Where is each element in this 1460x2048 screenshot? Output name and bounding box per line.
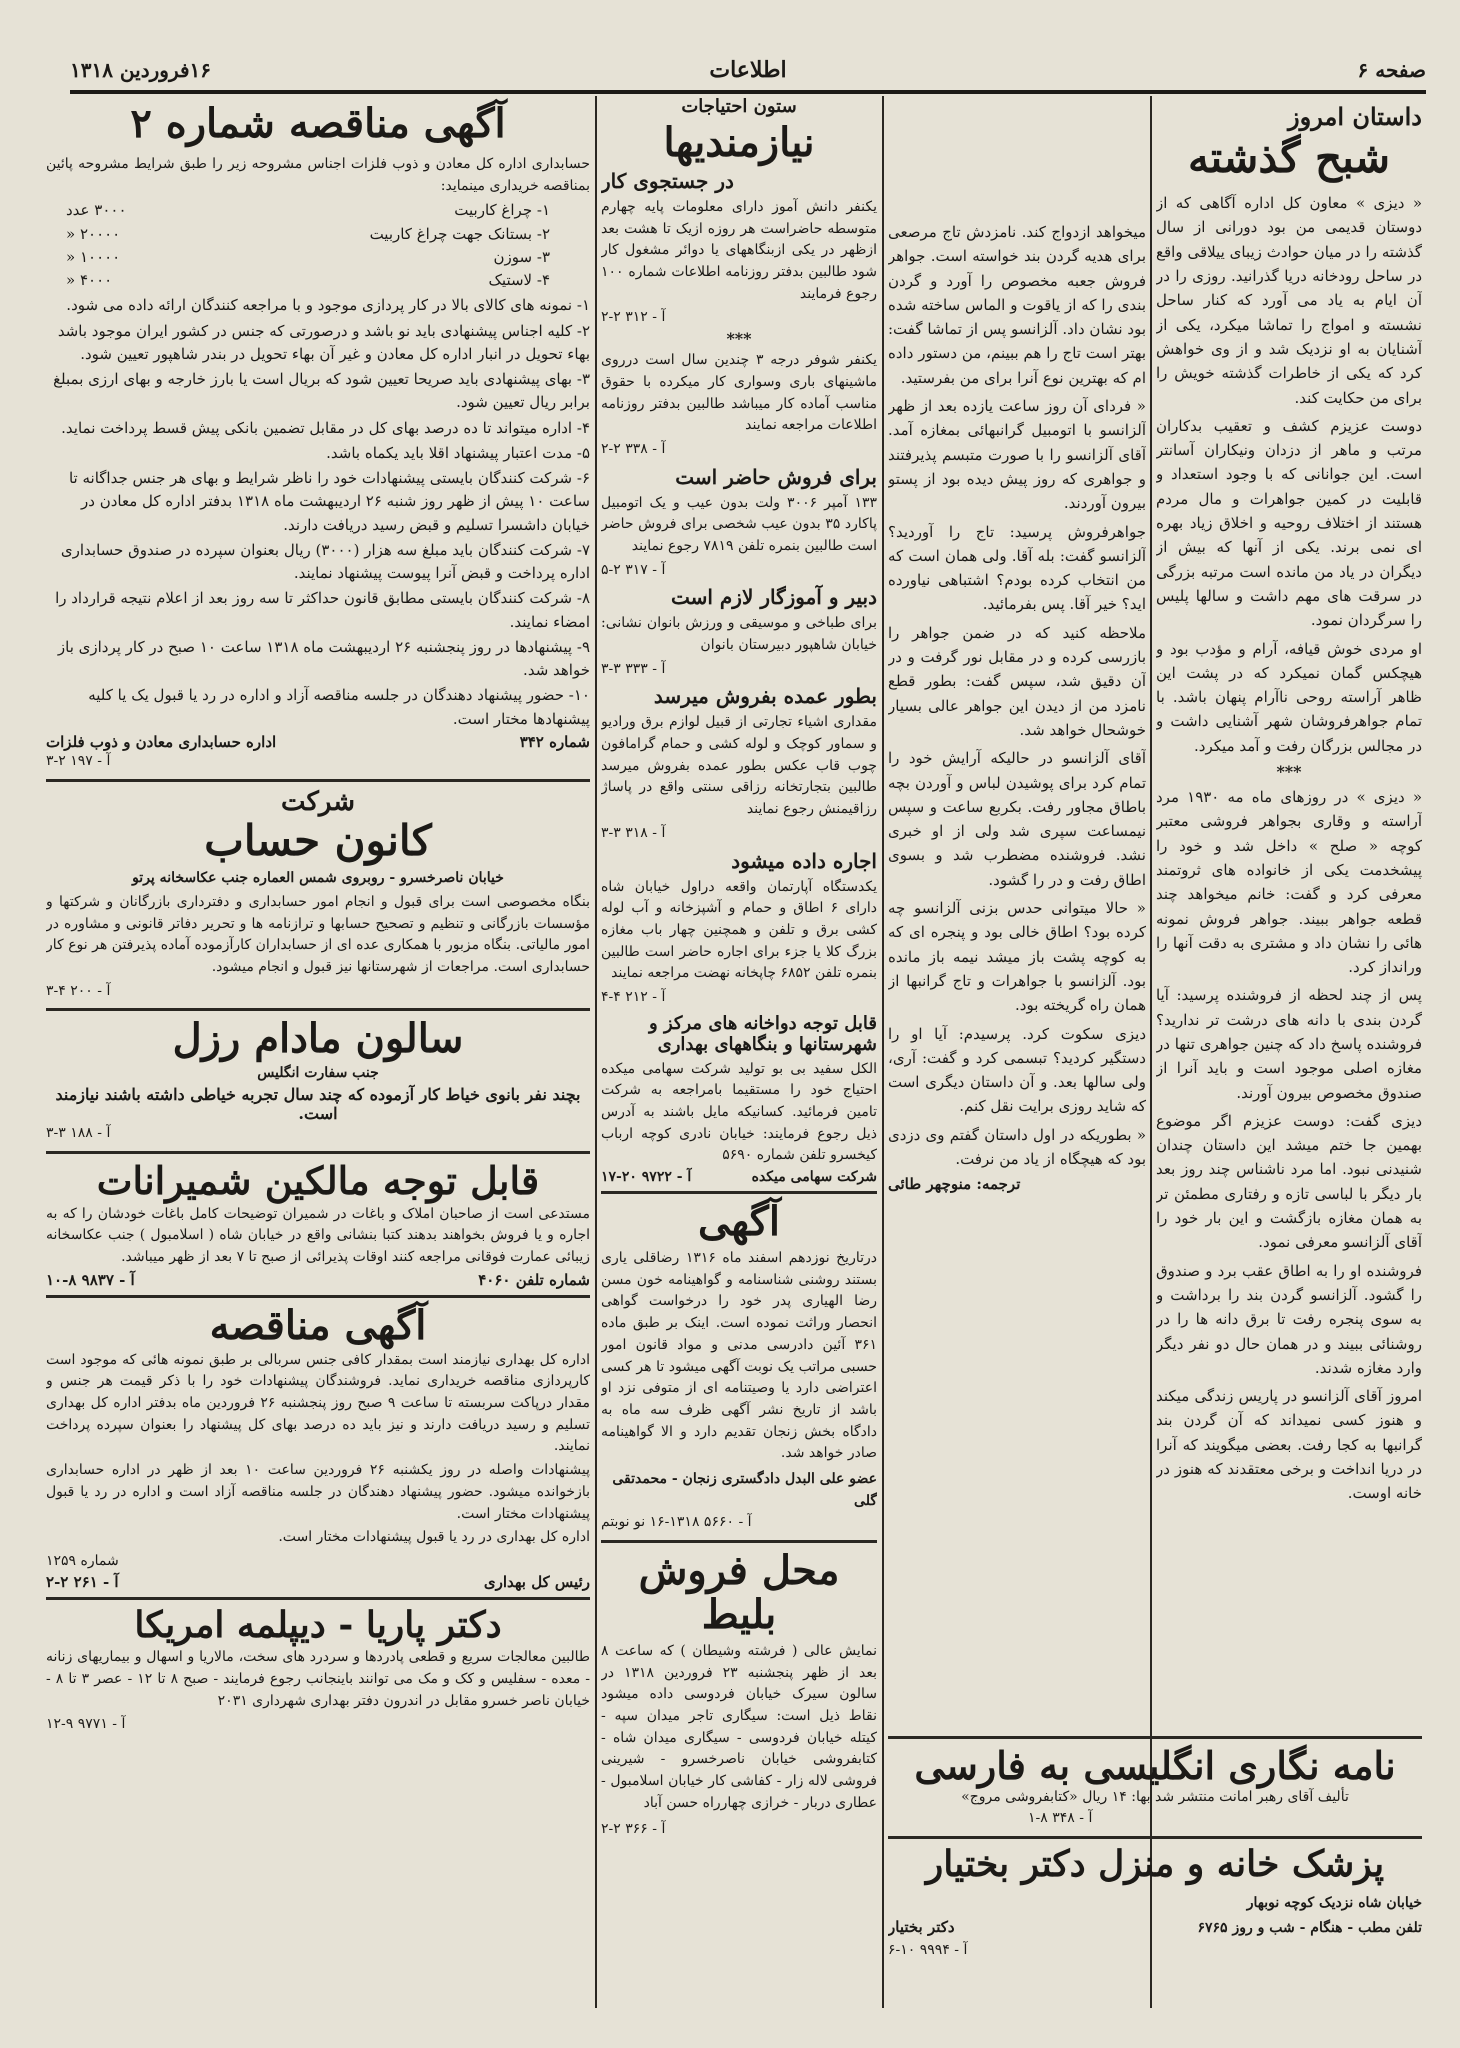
page-number: صفحه ۶ — [1357, 58, 1426, 82]
tender-body-3: اداره کل بهداری در رد یا قبول پیشنهادات مختار است. — [278, 1529, 590, 1546]
salon-body: بچند نفر بانوی خیاط کار آزموده که چند سال تجربه خیاطی داشته باشند نیازمند است. — [55, 1085, 581, 1124]
tender-body-2: پیشنهادات واصله در روز یکشنبه ۲۶ فروردین ساعت ۱۰ بعد از ظهر در اداره حسابداری بازخوانده میشود. حضور پیشنهاد دهندگان در جلسه مناقصه آزاد است و اداره در رد یا قبول پیشنهادات مختار است. — [46, 1462, 590, 1522]
tender2-term: ۲- کلیه اجناس پیشنهادی باید نو باشد و درصورتی که جنس در کشور ایران موجود باشد بهاء تحویل در انبار اداره کل معادن و غیر آن بهاء تحویل در بندر شاهپور تعیین شود. — [57, 321, 590, 363]
tickets-title: محل فروش بلیط — [638, 1547, 840, 1638]
tender-body: اداره کل بهداری نیازمند است بمقدار کافی جنس سربالی بر طبق نمونه هائی که موجود است کارپردازی مناقصه خریداری نماید. فروشندگان پیشنهادات خود را با ذکر قیمت هر جنس و مقدار درپاکت سربسته تا ساعت ۹ صبح روز پنجشنبه ۲۶ فروردین ماه بدفتر اداره کل بهداری تسلیم و رسید دریافت دارند و نیز باید ده درصد بهای کل پیشنهاد را بعنوان سپرده پرداخت نمایند. — [46, 1351, 590, 1455]
section-heading: اجاره داده میشود — [731, 848, 877, 873]
classified-ad: مقداری اشیاء تجارتی از قبیل لوازم برق ورادیو و سماور کوچک و لوله کشی و حمام گرامافون چوب قاب عکس بطور عمده بفروش میرسد طالبین بتجارتخانه رزاقی سنتی واقع در پاساژ رزاقیمنش رجوع نمایند — [601, 714, 877, 818]
ad-code: آ - ۲۱۲ ۴-۴ — [601, 988, 666, 1005]
tender2-item: ۳- سوزن ۱۰۰۰۰ « — [66, 247, 550, 266]
classified-ad: یکدستگاه آپارتمان واقعه دراول خیابان شاه دارای ۶ اطاق و حمام و آشپزخانه و آب لوله کشی برق و تلفن و همچنین چهار باب مغازه بزرگ کلا یا جزء برای اجاره حاضر است طالبین بنمره تلفن ۶۸۵۲ چاپخانه نهضت مراجعه نمایند — [601, 878, 877, 982]
classified-ad: برای طباخی و موسیقی و ورزش بانوان نشانی: خیابان شاهپور دبیرستان بانوان — [601, 615, 877, 653]
tender2-number: شماره ۳۴۲ — [519, 732, 590, 751]
masthead-rule — [70, 90, 1426, 94]
clinic-title: پزشک خانه و منزل دکتر بختیار — [925, 1843, 1385, 1886]
column-divider — [595, 96, 597, 2008]
tender-number: شماره ۱۲۵۹ — [46, 1552, 119, 1569]
story-kicker: داستان امروز — [1288, 102, 1422, 131]
story-paragraph: آقای آلزانسو در حالیکه آرایش خود را تمام کرد برای پوشیدن لباس و آوردن بچه باطاق مجاور رفت. بکربع ساعت و سپس نیمساعت سپری شد ولی از او خبری نشد. فروشنده مضطرب شد و بسوی اطاق رفت و در را گشود. — [888, 749, 1146, 889]
classified-ad: یکنفر شوفر درجه ۳ چندین سال است درروی ماشینهای باری وسواری کار میکرده با حقوق مناسب آماده کار میباشد طالبین بدفتر روزنامه اطلاعات مراجعه نمایند — [601, 352, 877, 434]
column-divider — [1150, 96, 1152, 2008]
ad-code: آ - ۳۳۸ ۲-۲ — [601, 440, 666, 457]
company-address: خیابان ناصرخسرو - روبروی شمس العماره جنب عکاسخانه پرتو — [132, 870, 504, 887]
tender2-term: ۹- پیشنهادها در روز پنجشنبه ۲۶ اردیبهشت ماه ۱۳۱۸ ساعت ۱۰ صبح در کار پردازی باز خواهد شد. — [57, 637, 590, 680]
ad-code: آ - ۳۱۲ ۲-۲ — [601, 309, 666, 326]
ad-code: آ - ۳۱۸ ۳-۳ — [601, 824, 666, 841]
company-body: بنگاه مخصوصی است برای قبول و انجام امور حسابداری و دفترداری بازرگانان و شرکتها و مؤسسات بازرگانی و تنظیم و تصحیح حسابها و ترازنامه ها و تحریر دفاتر قانونی و مشاوره در امور مالیاتی. بنگاه مزبور با همکاری عده ای از حسابداران کارآزموده آماده پذیرفتن هر نوع کار حسابداری است. مراجعات از شهرستانها نیز قبول و انجام میشود. — [46, 894, 590, 976]
owners-title: قابل توجه مالکین شمیرانات — [96, 1157, 540, 1203]
tender2-title: آگهی مناقصه شماره ۲ — [130, 100, 506, 147]
section-heading: برای فروش حاضر است — [675, 464, 877, 489]
story-author: ترجمه: منوچهر طائی — [888, 1175, 1021, 1194]
section-heading: بطور عمده بفروش میرسد — [653, 684, 877, 709]
left-column — [46, 96, 590, 2046]
classified-ad: یکنفر دانش آموز دارای معلومات پایه چهارم متوسطه حاضراست هر روزه ازیک تا هشت بعد ازظهر در یکی ازبنگاههای یا دوائر مشغول کار شود طالبین بدفتر روزنامه اطلاعات شماره ۱۰۰ رجوع فرمایند — [601, 199, 877, 302]
book-title: نامه نگاری انگلیسی به فارسی — [914, 1743, 1396, 1788]
tender2-term: ۱۰- حضور پیشنهاد دهندگان در جلسه مناقصه آزاد و اداره در رد یا قبول یک یا کلیه پیشنهادها مختار است. — [88, 686, 590, 728]
notice-body: درتاریخ نوزدهم اسفند ماه ۱۳۱۶ رضاقلی یاری بستند روشنی شناسنامه و گواهینامه خون مسن رضا الهیاری پدر خود را درخواست گواهی انحصار وراثت نموده است. اینک بر طبق ماده ۳۶۱ آئین دادرسی مدنی و مواد قانون امور حسبی مراتب یک نوبت آگهی میشود تا هر کسی اعتراضی دارد یا وصیتنامه ای از متوفی نزد او باشد از تاریخ نشر آگهی ظرف سه ماه به دادگاه بخش زنجان تقدیم دارد و الا گواهینامه صادر خواهد شد. — [601, 1250, 877, 1462]
tender2-term: ۷- شرکت کنندگان باید مبلغ سه هزار (۳۰۰۰) ریال بعنوان سپرده در صندوق حسابداری اداره پرداخت و قبض آنرا پیوست پیشنهاد نمایند. — [60, 540, 590, 583]
story-paragraph: میخواهد ازدواج کند. نامزدش تاج مرصعی برای هدیه گردن بند خواسته است. جواهر فروش جعبه مخصوص را آورد و گردن بندی را که از یاقوت و الماس ساخته شده بود نشان داد. آلزانسو پس از تماشا گفت: بهتر است تاج را هم ببینم، من دستور داده ام که بهترین نوع آنرا برای من بفرستید. — [888, 223, 1146, 387]
tender2-sign: اداره حسابداری معادن و ذوب فلزات — [46, 732, 277, 751]
ad-code: آ - ۳۳۳ ۳-۳ — [601, 660, 666, 677]
story-title: شبح گذشته — [1187, 133, 1391, 182]
story-paragraph: « بطوریکه در اول داستان گفتم وی دزدی بود که هیچگاه از یاد من نرفت. — [888, 1125, 1146, 1168]
tender-sign: رئیس کل بهداری — [483, 1572, 590, 1591]
classifieds-column: ستون احتیاجات نیازمندیها در جستجوی کار یکنفر دانش آموز دارای معلومات پایه چهارم متوسطه حاضراست هر روزه ازیک تا هشت بعد ازظهر در یکی ازبنگاههای یا دوائر مشغول کار شود طالبین بدفتر روزنامه اطلاعات شماره ۱۰۰ رجوع فرمایند آ - ۳۱۲ ۲-۲ *** یکنفر شوفر درجه ۳ چندین سال است درروی ماشینهای باری وسواری کار میکرده با حقوق مناسب آماده کار میباشد طالبین بدفتر روزنامه اطلاعات مراجعه نمایند آ - ۳۳۸ ۲-۲ برای فروش حاضر است ۱۳۳ آمپر ۳۰۰۶ ولت بدون عیب و یک اتومبیل پاکارد ۳۵ بدون عیب شخصی برای فروش حاضر است طالبین بنمره تلفن ۷۸۱۹ رجوع نمایند آ - ۳۱۷ ۲-۵ دبیر و آموزگار لازم است برای طباخی و موسیقی و ورزش بانوان نشانی: خیابان شاهپور دبیرستان بانوان آ - ۳۳۳ ۳-۳ بطور عمده بفروش میرسد مقداری اشیاء تجارتی از قبیل لوازم برق ورادیو و سماور کوچک و لوله کشی و حمام گرامافون چوب قاب عکس بطور عمده بفروش میرسد طالبین بتجارتخانه رزاقی سنتی واقع در پاساژ رزاقیمنش رجوع نمایند آ - ۳۱۸ ۳-۳ اجاره داده میشود یکدستگاه آپارتمان واقعه دراول خیابان شاه دارای ۶ اطاق و حمام و آشپزخانه و آب لوله کشی برق و تلفن و همچنین چهار باب مغازه بزرگ کلا یا جزء برای اجاره حاضر است طالبین بنمره تلفن ۶۸۵۲ چاپخانه نهضت مراجعه نمایند آ - ۲۱۲ ۴-۴ قابل توجه دواخانه های مرکز و شهرستانها و بنگاههای بهداری الکل سفید بی بو تولید شرکت سهامی میکده احتیاج خود را مستقیما بامراجعه به شرکت تامین فرمائید. کسانیکه مایل باشند به آدرس ذیل رجوع فرمایند: خیابان نادری کوچه ارباب کیخسرو تلفن شماره ۵۶۹۰ شرکت سهامی میکده آ - ۹۷۲۲ ۲۰-۱۷ آگهی درتاریخ نوزدهم اسفند ماه ۱۳۱۶ رضاقلی یاری بستند روشنی شناسنامه و گواهینامه خون مسن رضا الهیاری پدر خود را درخواست گواهی انحصار وراثت نموده است. اینک بر طبق ماده ۳۶۱ آئین دادرسی مدنی و مواد قانون امور حسبی مراتب یک نوبت آگهی میشود تا هر کسی اعتراضی دارد یا وصیتنامه ای از متوفی نزد او باشد از تاریخ نشر آگهی ظرف سه ماه به دادگاه بخش زنجان تقدیم دارد و الا گواهینامه صادر خواهد شد. عضو علی البدل دادگستری زنجان - محمدتقی گلی آ - ۵۶۶۰ ۱۳۱۸-۱۶ نو نوبتم محل فروش بلیط نمایش عالی ( فرشته وشیطان ) که ساعت ۸ بعد از ظهر پنجشنبه ۲۳ فروردین ۱۳۱۸ در سالون سیرک خیابان فردوسی داده میشود نقاط ذیل است: سیگاری تاجر میدان سپه - کیتله خیابان فردوسی - سیگاری میدان شاه - کتابفروشی خیابان ناصرخسرو - شیرینی فروشی لاله زار - کفاشی کار خیابان اسلامبول - عطاری دربار - خرازی چهارراه حسن آباد آ - ۳۶۶ ۲-۲ — [601, 96, 877, 2046]
section-heading: قابل توجه دواخانه های مرکز و شهرستانها و بنگاههای بهداری — [649, 1012, 877, 1055]
clinic-address: خیابان شاه نزدیک کوچه نوبهار — [1246, 1894, 1422, 1911]
masthead — [70, 54, 1426, 86]
classified-ad: ۱۳۳ آمپر ۳۰۰۶ ولت بدون عیب و یک اتومبیل پاکارد ۳۵ بدون عیب شخصی برای فروش حاضر است طالبین بنمره تلفن ۷۸۱۹ رجوع نمایند — [601, 494, 877, 554]
doctor-code: آ - ۹۷۷۱ ۹-۱۲ — [46, 1716, 126, 1733]
salon-code: آ - ۱۸۸ ۳-۳ — [46, 1125, 111, 1142]
tender2-item: ۱- چراغ کاربیت ۳۰۰۰ عدد — [66, 201, 550, 220]
clinic-sign: دکتر بختیار — [888, 1918, 955, 1937]
tender2-intro: حسابداری اداره کل معادن و ذوب فلزات اجناس مشروحه زیر را طبق شرایط مشروحه پائین بمناقصه خریداری مینماید: — [46, 156, 590, 194]
story-paragraph: دوست عزیزم کشف و تعقیب بدکاران مرتب و ماهر از دزدان ونیکاران آسانتر است. این جوانانی که با وجود استعداد و قابلیت در کمین جواهرات و مال مردم هستند از اختلاف روحیه و اخلاق زیاد بهره ای نمی برند. یکی از آنها که بیش از دیگران در یاد من مانده است مرتبه بزرگی در سرقت های مهم داشت و سالها پلیس را سرگردان نمود. — [1156, 416, 1422, 630]
book-code: آ - ۳۴۸ ۸-۱ — [1028, 1810, 1093, 1827]
ad-code: آ - ۳۱۷ ۲-۵ — [601, 561, 666, 578]
story-continuation — [888, 96, 1146, 1726]
column-divider — [882, 96, 884, 2008]
owners-code: آ - ۹۸۳۷ ۸-۱۰ — [46, 1270, 135, 1289]
salon-title: سالون مادام رزل — [172, 1015, 464, 1063]
doctor-body: طالبین معالجات سریع و قطعی پادردها و سردرد های سخت، مالاریا و اسهال و بیماریهای زنانه - معده - سفلیس و کک و مک می توانند باینجانب رجوع فرمایند - صبح ۸ تا ۱۲ - عصر ۳ تا ۸ - خیابان ناصر خسرو مقابل در اندرون دفتر بهداری شهرداری ۲۰۳۱ — [46, 1649, 590, 1709]
tender-code: آ - ۲۶۱ ۲-۲ — [46, 1572, 119, 1591]
classifieds-title: نیازمندیها — [663, 119, 815, 166]
doctor-title: دکتر پاریا - دیپلمه امریکا — [134, 1603, 502, 1646]
story-paragraph: « دیزی » معاون کل اداره آگاهی که از دوستان قدیمی من بود دورانی از سال گذشته را در میان حوادث زیبای ییلاقی واقع در ساحل رودخانه دریا گذرانید. روزی را در آن ایام به یاد می آورد که کنار ساحل نشسته و امواج را تماشا میکرد، یکی از آشنایان به او نزدیک شد و از وی خواهش کرد که یکی از خاطرات گذشته خویش را برای من حکایت کند. — [1156, 194, 1422, 407]
story-paragraph: « حالا میتوانی حدس بزنی آلزانسو چه کرده بود؟ اطاق خالی بود و پنجره ای که به کوچه پشت باز میشد نیمه باز مانده بود. آلزانسو با جواهرات و تاج گرانبها از همان راه گریخته بود. — [888, 899, 1146, 1015]
story-paragraph: امروز آقای آلزانسو در پاریس زندگی میکند و هنوز کسی نمیداند که آن گردن بند گرانبها به کجا رفت. بعضی میگویند که آنرا در دریا انداخت و برخی معتقدند که هنوز در خانه اوست. — [1156, 1387, 1422, 1503]
salon-address: جنب سفارت انگلیس — [257, 1065, 379, 1082]
tender2-term: ۵- مدت اعتبار پیشنهاد اقلا باید یکماه باشد. — [326, 443, 590, 462]
story-paragraph: « دیزی » در روزهای ماه مه ۱۹۳۰ مرد آراسته و وقاری بجواهر فروشی معتبر کوچه « صلح » داخل شد و خود را پیشخدمت یکی از خانواده های ثروتمند معرفی کرد و گفت: خانم میخواهد چند قطعه جواهر ببیند. جواهر فروش نمونه هائی را نشان داد و مشتری به دقت آنها را ورانداز کرد. — [1156, 788, 1422, 977]
issue-date: ۱۶فروردین ۱۳۱۸ — [70, 58, 212, 82]
clinic-phones: تلفن مطب - هنگام - شب و روز ۶۷۶۵ — [1197, 1920, 1422, 1937]
ad-code: آ - ۹۷۲۲ ۲۰-۱۷ — [601, 1169, 692, 1186]
story-paragraph: فروشنده او را به اطاق عقب برد و صندوق را گشود. آلزانسو گردن بند را برداشت و به سوی پنجره رفت تا برق دانه ها را در روشنائی ببیند و در همان حال دو نفر دیگر وارد مغازه شدند. — [1156, 1261, 1422, 1377]
book-body: تألیف آقای رهبر امانت منتشر شد بها: ۱۴ ریال «کتابفروشی مروج» — [961, 1788, 1349, 1805]
story-column: داستان امروز شبح گذشته « دیزی » معاون کل اداره آگاهی که از دوستان قدیمی من بود دورانی از سال گذشته را در میان حوادث زیبای ییلاقی واقع در ساحل رودخانه دریا گذرانید. روزی را در آن ایام به یاد می آورد که کنار ساحل نشسته و امواج را تماشا میکرد، یکی از آشنایان به او نزدیک شد و از وی خواهش کرد که یکی از خاطرات گذشته خویش را برای من حکایت کند. دوست عزیزم کشف و تعقیب بدکاران مرتب و ماهر از دزدان ونیکاران آسانتر است. این جوانانی که با وجود استعداد و قابلیت در کمین جواهرات و مال مردم هستند از اختلاف روحیه و اخلاق زیاد بهره ای نمی برند. یکی از آنها که بیش از دیگران در یاد من مانده است مرتبه بزرگی در سرقت های مهم داشت و سالها پلیس را سرگردان نمود. او مردی خوش قیافه، آرام و مؤدب بود و هیچکس گمان نمیکرد که در پشت این ظاهر آراسته روحی ناآرام پنهان باشد. با تمام جواهرفروشان شهر آشنایی داشت و در مجالس بزرگان رفت و آمد میکرد. *** « دیزی » در روزهای ماه مه ۱۹۳۰ مرد آراسته و وقاری بجواهر فروشی معتبر کوچه « صلح » داخل شد و خود را پیشخدمت یکی از خانواده های ثروتمند معرفی کرد و گفت: خانم میخواهد چند قطعه جواهر ببیند. جواهر فروش نمونه هائی را نشان داد و مشتری به دقت آنها را ورانداز کرد. پس از چند لحظه از فروشنده پرسید: آیا گردن بندی با دانه های درشت تر ندارید؟ فروشنده پاسخ داد که چنین جواهری تنها در مغازه اصلی موجود است و باید آنرا از صندوق مخصوص بیرون آورند. دیزی گفت: دوست عزیزم اگر موضوع بهمین جا ختم میشد این داستان چندان شنیدنی نبود. اما مرد ناشناس چند روز بعد بار دیگر با لباسی تازه و رفتاری مطمئن تر به همان مغازه بازگشت و این بار خود را آقای آلزانسو معرفی نمود. فروشنده او را به اطاق عقب برد و صندوق را گشود. آلزانسو گردن بند را برداشت و به سوی پنجره رفت تا برق دانه ها را در روشنائی ببیند و در همان حال دو نفر دیگر وارد مغازه شدند. امروز آقای آلزانسو در پاریس زندگی میکند و هنوز کسی نمیداند که آن گردن بند گرانبها به کجا رفت. بعضی میگویند که آنرا در دریا انداخت و برخی معتقدند که هنوز در خانه اوست. — [1156, 96, 1422, 1510]
company-code: آ - ۲۰۰ ۴-۳ — [46, 982, 111, 999]
bottom-right-ads — [888, 1730, 1422, 1962]
ad-sign: شرکت سهامی میکده — [751, 1169, 877, 1186]
paper-name: اطلاعات — [709, 57, 787, 83]
section-heading: در جستجوی کار — [601, 169, 734, 193]
tender2-term: ۱- نمونه های کالای بالا در کار پردازی موجود و با مراجعه کنندگان ارائه داده می شود. — [66, 296, 590, 315]
story-paragraph: ملاحظه کنید که در ضمن جواهر را بازرسی کرده و در مقابل نور گرفت و در آن دقیق شد، سپس گفت: بطور قطع نامزد من از دیدن این جواهر عالی بسیار خوشحال خواهد شد. — [888, 623, 1146, 739]
tender2-item: ۴- لاستیک ۴۰۰۰ « — [66, 271, 550, 290]
tender-title: آگهی مناقصه — [209, 1301, 427, 1349]
notice-sign: عضو علی البدل دادگستری زنجان - محمدتقی گلی — [612, 1470, 877, 1509]
story-paragraph: دیزی گفت: دوست عزیزم اگر موضوع بهمین جا ختم میشد این داستان چندان شنیدنی نبود. اما مرد ناشناس چند روز بعد بار دیگر با لباسی تازه و رفتاری مطمئن تر به همان مغازه بازگشت و این بار خود را آقای آلزانسو معرفی نمود. — [1156, 1111, 1422, 1252]
tender2-code: آ - ۱۹۷ ۲-۳ — [46, 752, 111, 769]
story-paragraph: پس از چند لحظه از فروشنده پرسید: آیا گردن بندی با دانه های درشت تر ندارید؟ فروشنده پاسخ داد که چنین جواهری تنها در مغازه اصلی موجود است و باید آنرا از صندوق مخصوص بیرون آورند. — [1156, 986, 1422, 1102]
story-paragraph: « فردای آن روز ساعت یازده بعد از ظهر آلزانسو با اتومبیل گرانبهائی بمغازه آمد. آقای آلزانسو را با صورت متبسم پذیرفتند و جواهری که روز پیش دیده بود از پستو بیرون آوردند. — [888, 397, 1146, 513]
story-paragraph: او مردی خوش قیافه، آرام و مؤدب بود و هیچکس گمان نمیکرد که در پشت این ظاهر آراسته روحی ناآرام پنهان باشد. با تمام جواهرفروشان شهر آشنایی داشت و در مجالس بزرگان رفت و آمد میکرد. — [1156, 639, 1422, 755]
clinic-code: آ - ۹۹۹۴ ۱۰-۶ — [888, 1942, 968, 1959]
tender2-term: ۳- بهای پیشنهادی باید صریحا تعیین شود که بریال است یا بارز خارجه و بهای ارزی بمبلغ برابر ریال تعیین شود. — [53, 370, 590, 412]
tickets-code: آ - ۳۶۶ ۲-۲ — [601, 1820, 666, 1837]
tickets-body: نمایش عالی ( فرشته وشیطان ) که ساعت ۸ بعد از ظهر پنجشنبه ۲۳ فروردین ۱۳۱۸ در سالون سیرک خیابان فردوسی داده میشود نقاط ذیل است: سیگاری تاجر میدان سپه - کیتله خیابان فردوسی - سیگاری میدان شاه - کتابفروشی خیابان ناصرخسرو - شیرینی فروشی لاله زار - کفاشی کار خیابان اسلامبول - عطاری دربار - خرازی چهارراه حسن آباد — [601, 1643, 877, 1811]
classified-ad: الکل سفید بی بو تولید شرکت سهامی میکده احتیاج خود را مستقیما بامراجعه به شرکت تامین فرمائید. کسانیکه مایل باشند به آدرس ذیل رجوع فرمایند: خیابان نادری کوچه ارباب کیخسرو تلفن شماره ۵۶۹۰ — [601, 1060, 877, 1164]
company-title: کانون حساب — [204, 816, 432, 866]
notice-title: آگهی — [698, 1198, 780, 1246]
story-paragraph: جواهرفروش پرسید: تاج را آوردید؟ آلزانسو گفت: بله آقا. ولی همان است که من انتخاب کرده بودم؟ اشتباهی نیاورده اید؟ خیر آقا. پس بفرمائید. — [888, 522, 1146, 614]
tender2-term: ۴- اداره میتواند تا ده درصد بهای کل در مقابل تضمین بانکی پیش قسط پرداخت نماید. — [61, 418, 590, 437]
tender2-term: ۸- شرکت کنندگان بایستی مطابق قانون حداکثر تا سه روز بعد از اعلام نتیجه قرارداد را امضاء نمایند. — [55, 589, 590, 631]
tender2-item: ۲- بستانک جهت چراغ کاربیت ۲۰۰۰۰ « — [66, 224, 550, 243]
owners-phone: شماره تلفن ۴۰۶۰ — [478, 1270, 590, 1289]
section-heading: دبیر و آموزگار لازم است — [671, 585, 877, 610]
story-paragraph: دیزی سکوت کرد. پرسیدم: آیا او را دستگیر کردید؟ تبسمی کرد و گفت: آری، ولی سالها بعد. و آن داستان دیگری است که شاید روزی برایت نقل کنم. — [888, 1024, 1146, 1116]
owners-body: مستدعی است از صاحبان املاک و باغات در شمیران توضیحات کامل باغات خودشان را که به اجاره و یا فروش بخواهند بدهند کتبا بنشانی واقع در خیابان شاه ( اسلامبول ) جنب عکاسخانه زیبائی عمارت فوقانی مراجعه کنند اوقات پذیرائی از صبح تا ۷ بعد از ظهر میباشد. — [46, 1205, 590, 1266]
notice-code: آ - ۵۶۶۰ ۱۳۱۸-۱۶ نو نوبتم — [601, 1514, 752, 1531]
tender2-term: ۶- شرکت کنندگان بایستی پیشنهادات خود را ناظر شرایط و بهای هر جنس جداگانه تا ساعت ۱۰ پیش از ظهر روز شنبه ۲۶ اردیبهشت ماه ۱۳۱۸ بدفتر اداره کل معادن در خیابان داشسرا تسلیم و قبض رسید دریافت دارند. — [68, 469, 590, 534]
company-kicker: شرکت — [280, 786, 356, 817]
classifieds-header: ستون احتیاجات — [681, 96, 797, 117]
